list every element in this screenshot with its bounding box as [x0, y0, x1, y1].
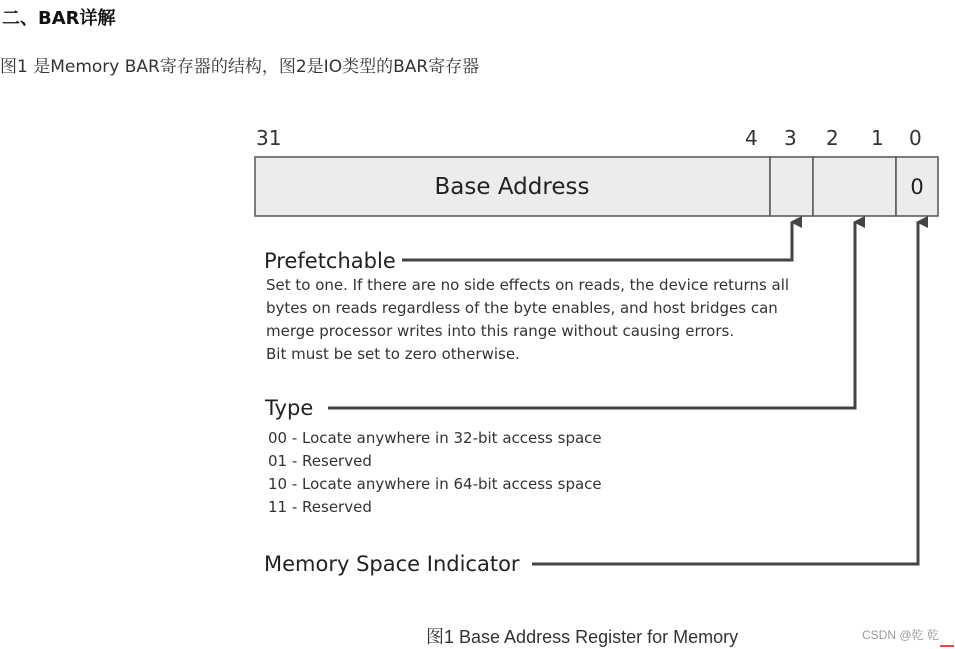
memory-space-title: Memory Space Indicator — [264, 552, 520, 576]
bit-label-31: 31 — [256, 126, 282, 150]
bit-label-0: 0 — [909, 126, 922, 150]
memory-space-arrow — [532, 222, 918, 564]
type-desc-line: 01 - Reserved — [268, 452, 372, 470]
section-heading: 二、BAR详解 — [2, 8, 116, 29]
intro-paragraph: 图1 是Memory BAR寄存器的结构，图2是IO类型的BAR寄存器 — [0, 57, 480, 77]
watermark-accent — [940, 645, 954, 647]
bit-label-2: 2 — [826, 126, 839, 150]
bit-label-4: 4 — [745, 126, 758, 150]
base-address-label: Base Address — [434, 174, 590, 200]
prefetchable-desc-line: Bit must be set to zero otherwise. — [266, 345, 520, 363]
type-desc-line: 10 - Locate anywhere in 64-bit access space — [268, 475, 602, 493]
bits2-1-field — [813, 157, 896, 216]
figure-caption: 图1 Base Address Register for Memory — [426, 627, 739, 647]
type-desc-line: 11 - Reserved — [268, 498, 372, 516]
type-desc-line: 00 - Locate anywhere in 32-bit access space — [268, 429, 602, 447]
bit0-value: 0 — [910, 175, 924, 199]
bit-label-3: 3 — [784, 126, 797, 150]
bit-label-1: 1 — [871, 126, 884, 150]
prefetchable-desc-line: Set to one. If there are no side effects on reads, the device returns all — [266, 276, 790, 294]
prefetchable-title: Prefetchable — [264, 249, 396, 273]
bit3-field — [770, 157, 813, 216]
type-title: Type — [265, 396, 314, 420]
prefetchable-arrow — [402, 222, 792, 260]
csdn-watermark: CSDN @乾 乾 — [862, 628, 939, 642]
prefetchable-desc-line: bytes on reads regardless of the byte enables, and host bridges can — [266, 299, 778, 317]
prefetchable-desc-line: merge processor writes into this range without causing errors. — [266, 322, 735, 340]
